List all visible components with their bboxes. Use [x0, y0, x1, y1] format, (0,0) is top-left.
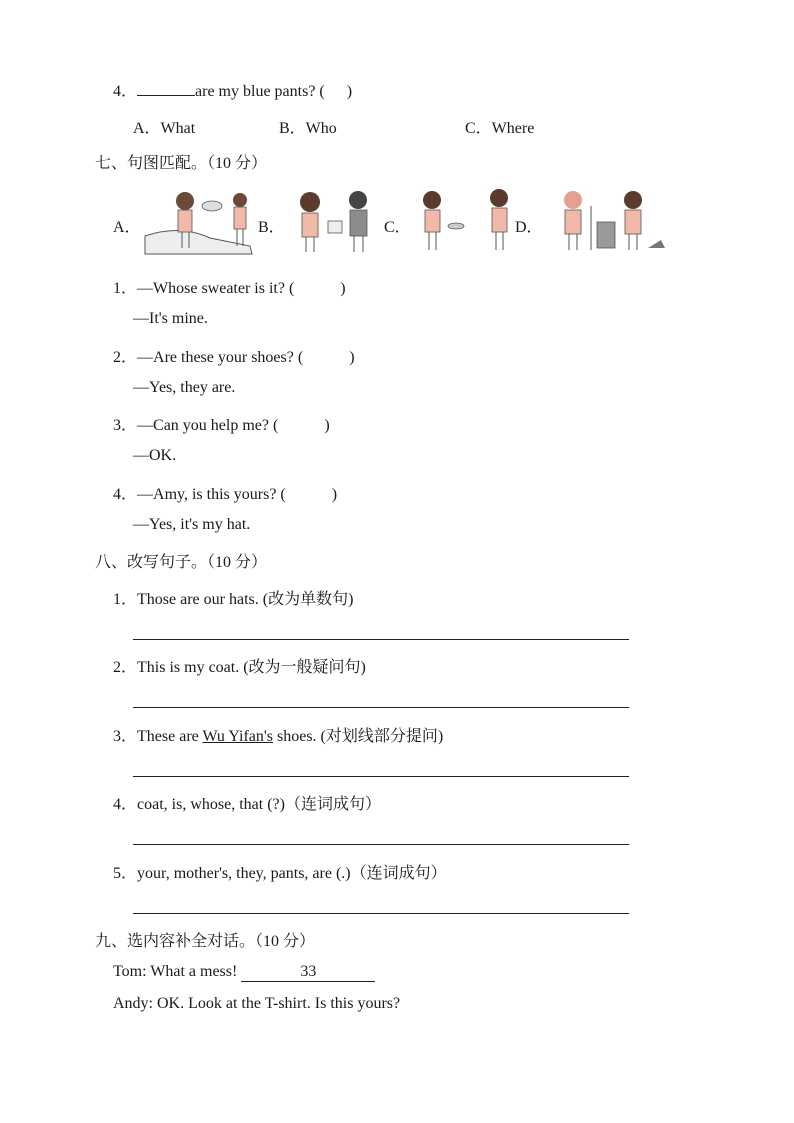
- question-text: are my blue pants? (: [195, 83, 325, 100]
- dialogue-line-2: Andy: OK. Look at the T-shirt. Is this yours?: [113, 995, 401, 1012]
- answer-blank[interactable]: [137, 80, 195, 96]
- section-8-heading: 八、改写句子。（10 分）: [95, 554, 268, 571]
- match-answer-3: —OK.: [133, 447, 177, 464]
- answer-line-4[interactable]: [133, 844, 629, 845]
- underlined-phrase: Wu Yifan's: [202, 728, 273, 745]
- picture-a-girl-with-hats: [140, 186, 260, 256]
- rewrite-item-5: 5．your, mother's, they, pants, are (.)（连词成句）: [113, 865, 447, 882]
- match-answer-4: —Yes, it's my hat.: [133, 516, 251, 533]
- rewrite-item-2: 2．This is my coat. (改为一般疑问句): [113, 659, 366, 676]
- match-answer-1: —It's mine.: [133, 310, 208, 327]
- match-item-4: 4．—Amy, is this yours? ( ): [113, 486, 338, 503]
- picture-label-c: C．: [384, 219, 411, 236]
- match-item-1: 1．—Whose sweater is it? ( ): [113, 280, 346, 297]
- picture-label-d: D．: [515, 219, 543, 236]
- match-answer-2: —Yes, they are.: [133, 379, 236, 396]
- question-4-prev: 4． are my blue pants? ( ): [113, 78, 352, 101]
- match-item-2: 2．—Are these your shoes? ( ): [113, 349, 355, 366]
- picture-label-a: A．: [113, 219, 141, 236]
- section-9-heading: 九、选内容补全对话。（10 分）: [95, 933, 316, 950]
- section-7-heading: 七、句图匹配。（10 分）: [95, 155, 268, 172]
- option-b[interactable]: B．Who: [279, 120, 337, 137]
- answer-blank-33[interactable]: 33: [241, 963, 375, 982]
- rewrite-item-4: 4．coat, is, whose, that (?)（连词成句）: [113, 796, 381, 813]
- answer-line-3[interactable]: [133, 776, 629, 777]
- option-a[interactable]: A．What: [133, 120, 196, 137]
- rewrite-item-3: 3．These are Wu Yifan's shoes. (对划线部分提问): [113, 728, 444, 745]
- option-c[interactable]: C．Where: [465, 120, 535, 137]
- answer-line-1[interactable]: [133, 639, 629, 640]
- dialogue-line-1: Tom: What a mess! 33: [113, 963, 375, 982]
- rewrite-item-1: 1．Those are our hats. (改为单数句): [113, 591, 354, 608]
- picture-c-girls-with-shoes: [414, 186, 519, 256]
- answer-line-2[interactable]: [133, 707, 629, 708]
- question-number: 4．: [113, 83, 138, 100]
- picture-b-children-with-bag: [290, 186, 380, 256]
- match-item-3: 3．—Can you help me? ( ): [113, 417, 330, 434]
- picture-label-b: B．: [258, 219, 285, 236]
- answer-line-5[interactable]: [133, 913, 629, 914]
- picture-d-children-tidying: [553, 186, 668, 256]
